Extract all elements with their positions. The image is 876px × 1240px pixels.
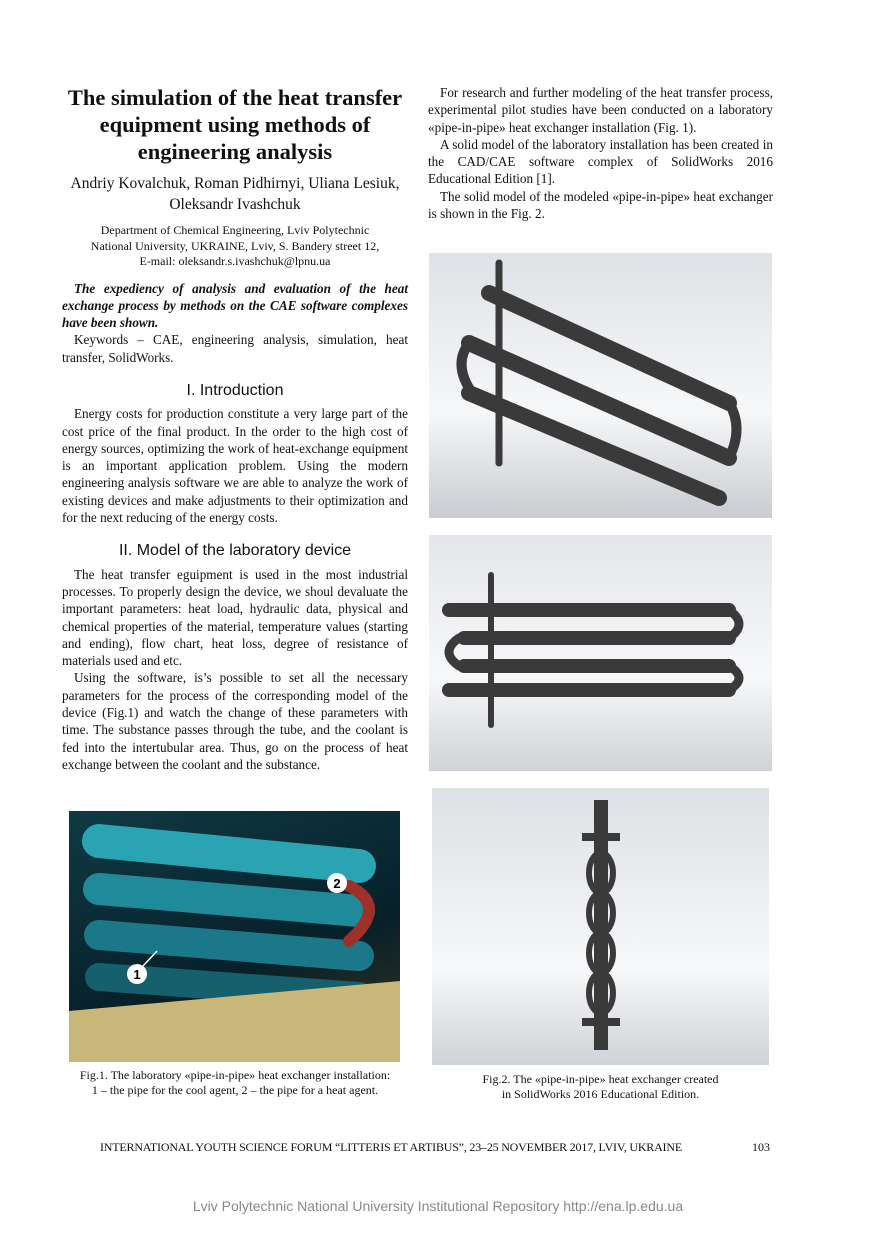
repository-link[interactable]: Lviv Polytechnic National University Institutional Repository http://ena.lp.edu.ua xyxy=(192,1198,684,1214)
paper-title: The simulation of the heat transfer equipment using methods of engineering analysis xyxy=(67,85,403,164)
caption-line: Fig.1. The laboratory «pipe-in-pipe» heat exchanger installation: xyxy=(79,1068,391,1082)
paragraph: Energy costs for production constitute a very large part of the cost price of the final product. In the order to the high cost of energy sources, optimizing the work of heat-exchange equipment is an important application problem. Using the modern engineering analysis software we are able to analyze the work of existing devices and make adjustments to their optimization and for the next reducing of the energy costs. xyxy=(62,406,408,526)
fig1-photo xyxy=(69,811,400,1062)
fig2-side-view xyxy=(432,788,769,1065)
paragraph: The heat transfer eguipment is used in the most industrial processes. To properly design the device, we shoul devaluate the important parameters: heat load, hydraulic data, physical and chemical properties of the material, temperature values (starting and ending), flow chart, heat loss, degree of resistance of materials used and etc. xyxy=(62,566,408,669)
label-2: 2 xyxy=(333,876,341,891)
fig1-caption xyxy=(62,1068,408,1098)
caption-line: 1 – the pipe for the cool agent, 2 – the pipe for a heat agent. xyxy=(91,1083,379,1097)
paragraph: Using the software, is’s possible to set all the necessary parameters for the process of the corresponding model of the device (Fig.1) and watch the change of these parameters with time. The substance passes through the tube, and the coolant is fed into the intertubular area. Thus, go on the process of heat exchange between the coolant and the substance. xyxy=(62,670,408,772)
paragraph: For research and further modeling of the heat transfer process, experimental pilot studies have been conducted on a laboratory «pipe-in-pipe» heat exchanger installation (Fig. 1). xyxy=(428,85,773,135)
section-heading: I. Introduction xyxy=(186,381,284,399)
authors: Andriy Kovalchuk, Roman Pidhirnyi, Uliana Lesiuk, Oleksandr Ivashchuk xyxy=(70,175,400,213)
paragraph: The solid model of the modeled «pipe-in-pipe» heat exchanger is shown in the Fig. 2. xyxy=(428,188,773,222)
section-heading: II. Model of the laboratory device xyxy=(118,542,352,560)
page-number: 103 xyxy=(752,1140,770,1154)
left-column xyxy=(62,84,408,773)
keywords: Keywords – CAE, engineering analysis, simulation, heat transfer, SolidWorks. xyxy=(62,332,408,365)
heat-exchanger-photo xyxy=(69,811,400,1062)
caption-line: in SolidWorks 2016 Educational Edition. xyxy=(501,1087,700,1101)
affiliation-line: Department of Chemical Engineering, Lviv Polytechnic xyxy=(100,223,370,237)
abstract: The expediency of analysis and evaluation of the heat exchange process by methods on the CAE software complexes have been shown. xyxy=(62,280,408,331)
page-footer: INTERNATIONAL YOUTH SCIENCE FORUM “LITTERIS ET ARTIBUS”, 23–25 NOVEMBER 2017, LVIV, UKRAINE xyxy=(100,1140,682,1154)
affiliation-line: National University, UKRAINE, Lviv, S. Bandery street 12, xyxy=(90,238,380,253)
caption-line: Fig.2. The «pipe-in-pipe» heat exchanger created xyxy=(482,1072,719,1086)
fig2-isometric-view xyxy=(429,253,772,518)
fig2-front-view xyxy=(429,535,772,771)
paragraph: A solid model of the laboratory installation has been created in the CAD/CAE software complex of SolidWorks 2016 Educational Edition [1]. xyxy=(428,136,773,187)
affiliation xyxy=(62,223,408,270)
affiliation-email: E-mail: oleksandr.s.ivashchuk@lpnu.ua xyxy=(139,254,331,268)
right-column xyxy=(428,84,773,222)
fig2-caption xyxy=(428,1072,773,1102)
label-1: 1 xyxy=(133,967,141,982)
